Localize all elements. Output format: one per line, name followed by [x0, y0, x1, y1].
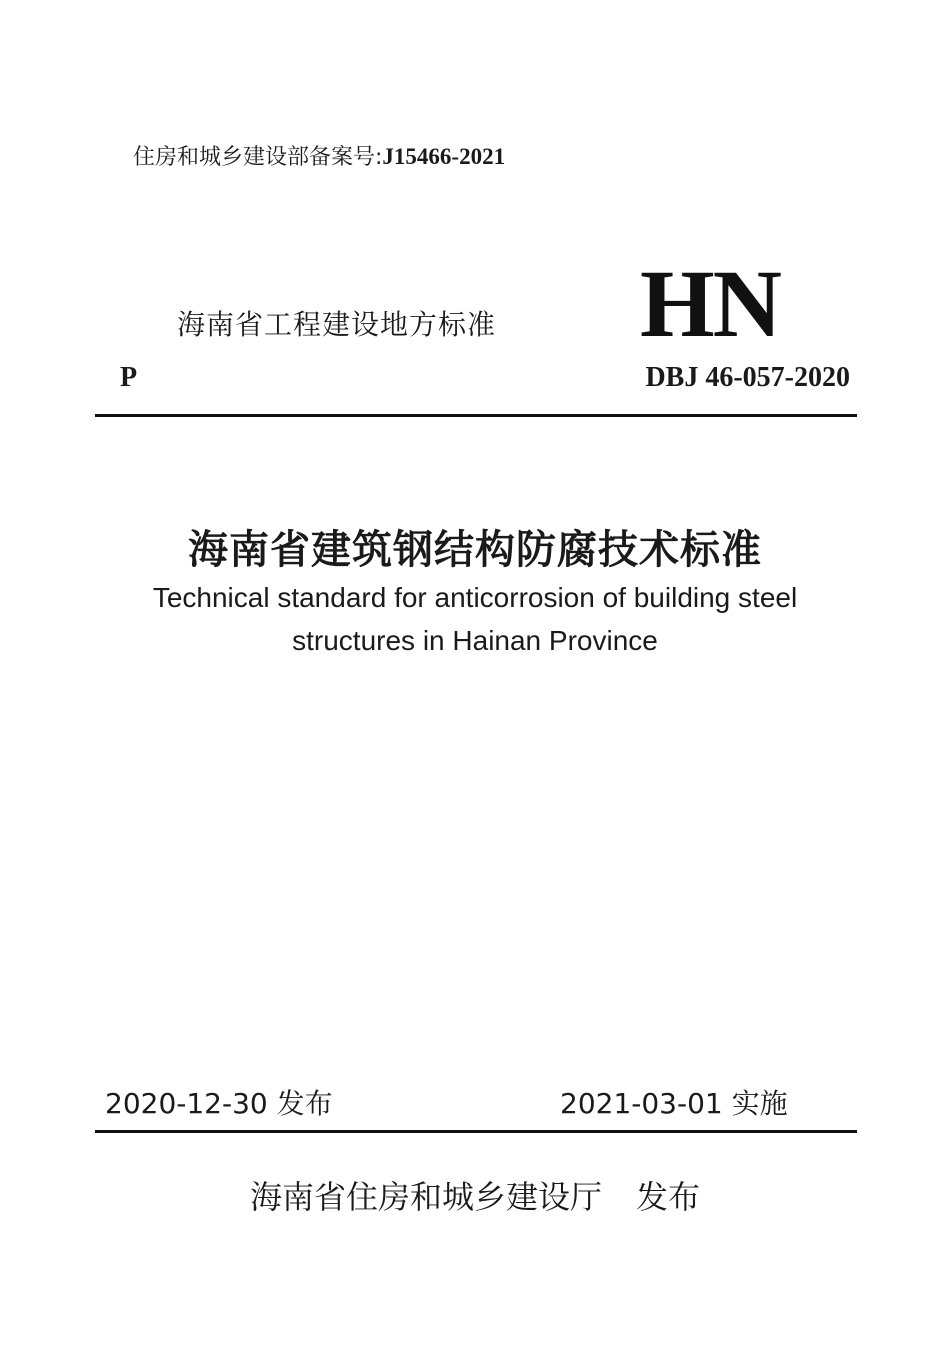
standard-type: 海南省工程建设地方标准 — [177, 308, 497, 341]
record-label: 住房和城乡建设部备案号: — [133, 145, 383, 170]
implement-date: 2021-03-01 实施 — [560, 1087, 788, 1120]
hn-logo: HN — [640, 250, 780, 357]
record-number-line — [133, 140, 505, 171]
bottom-divider — [95, 1130, 857, 1133]
title-english-line-2: structures in Hainan Province — [292, 625, 658, 656]
publisher-name: 海南省住房和城乡建设厅 — [249, 1178, 602, 1216]
standard-number: DBJ 46-057-2020 — [645, 362, 850, 393]
publisher-action: 发布 — [636, 1178, 701, 1216]
classification-code: P — [120, 362, 138, 393]
top-divider — [95, 414, 857, 417]
title-english-line-1: Technical standard for anticorrosion of building steel — [152, 582, 798, 613]
publisher-line — [0, 1172, 950, 1218]
title-chinese: 海南省建筑钢结构防腐技术标准 — [188, 527, 762, 573]
record-number: J15466-2021 — [382, 144, 506, 169]
issue-date: 2020-12-30 发布 — [105, 1087, 333, 1120]
